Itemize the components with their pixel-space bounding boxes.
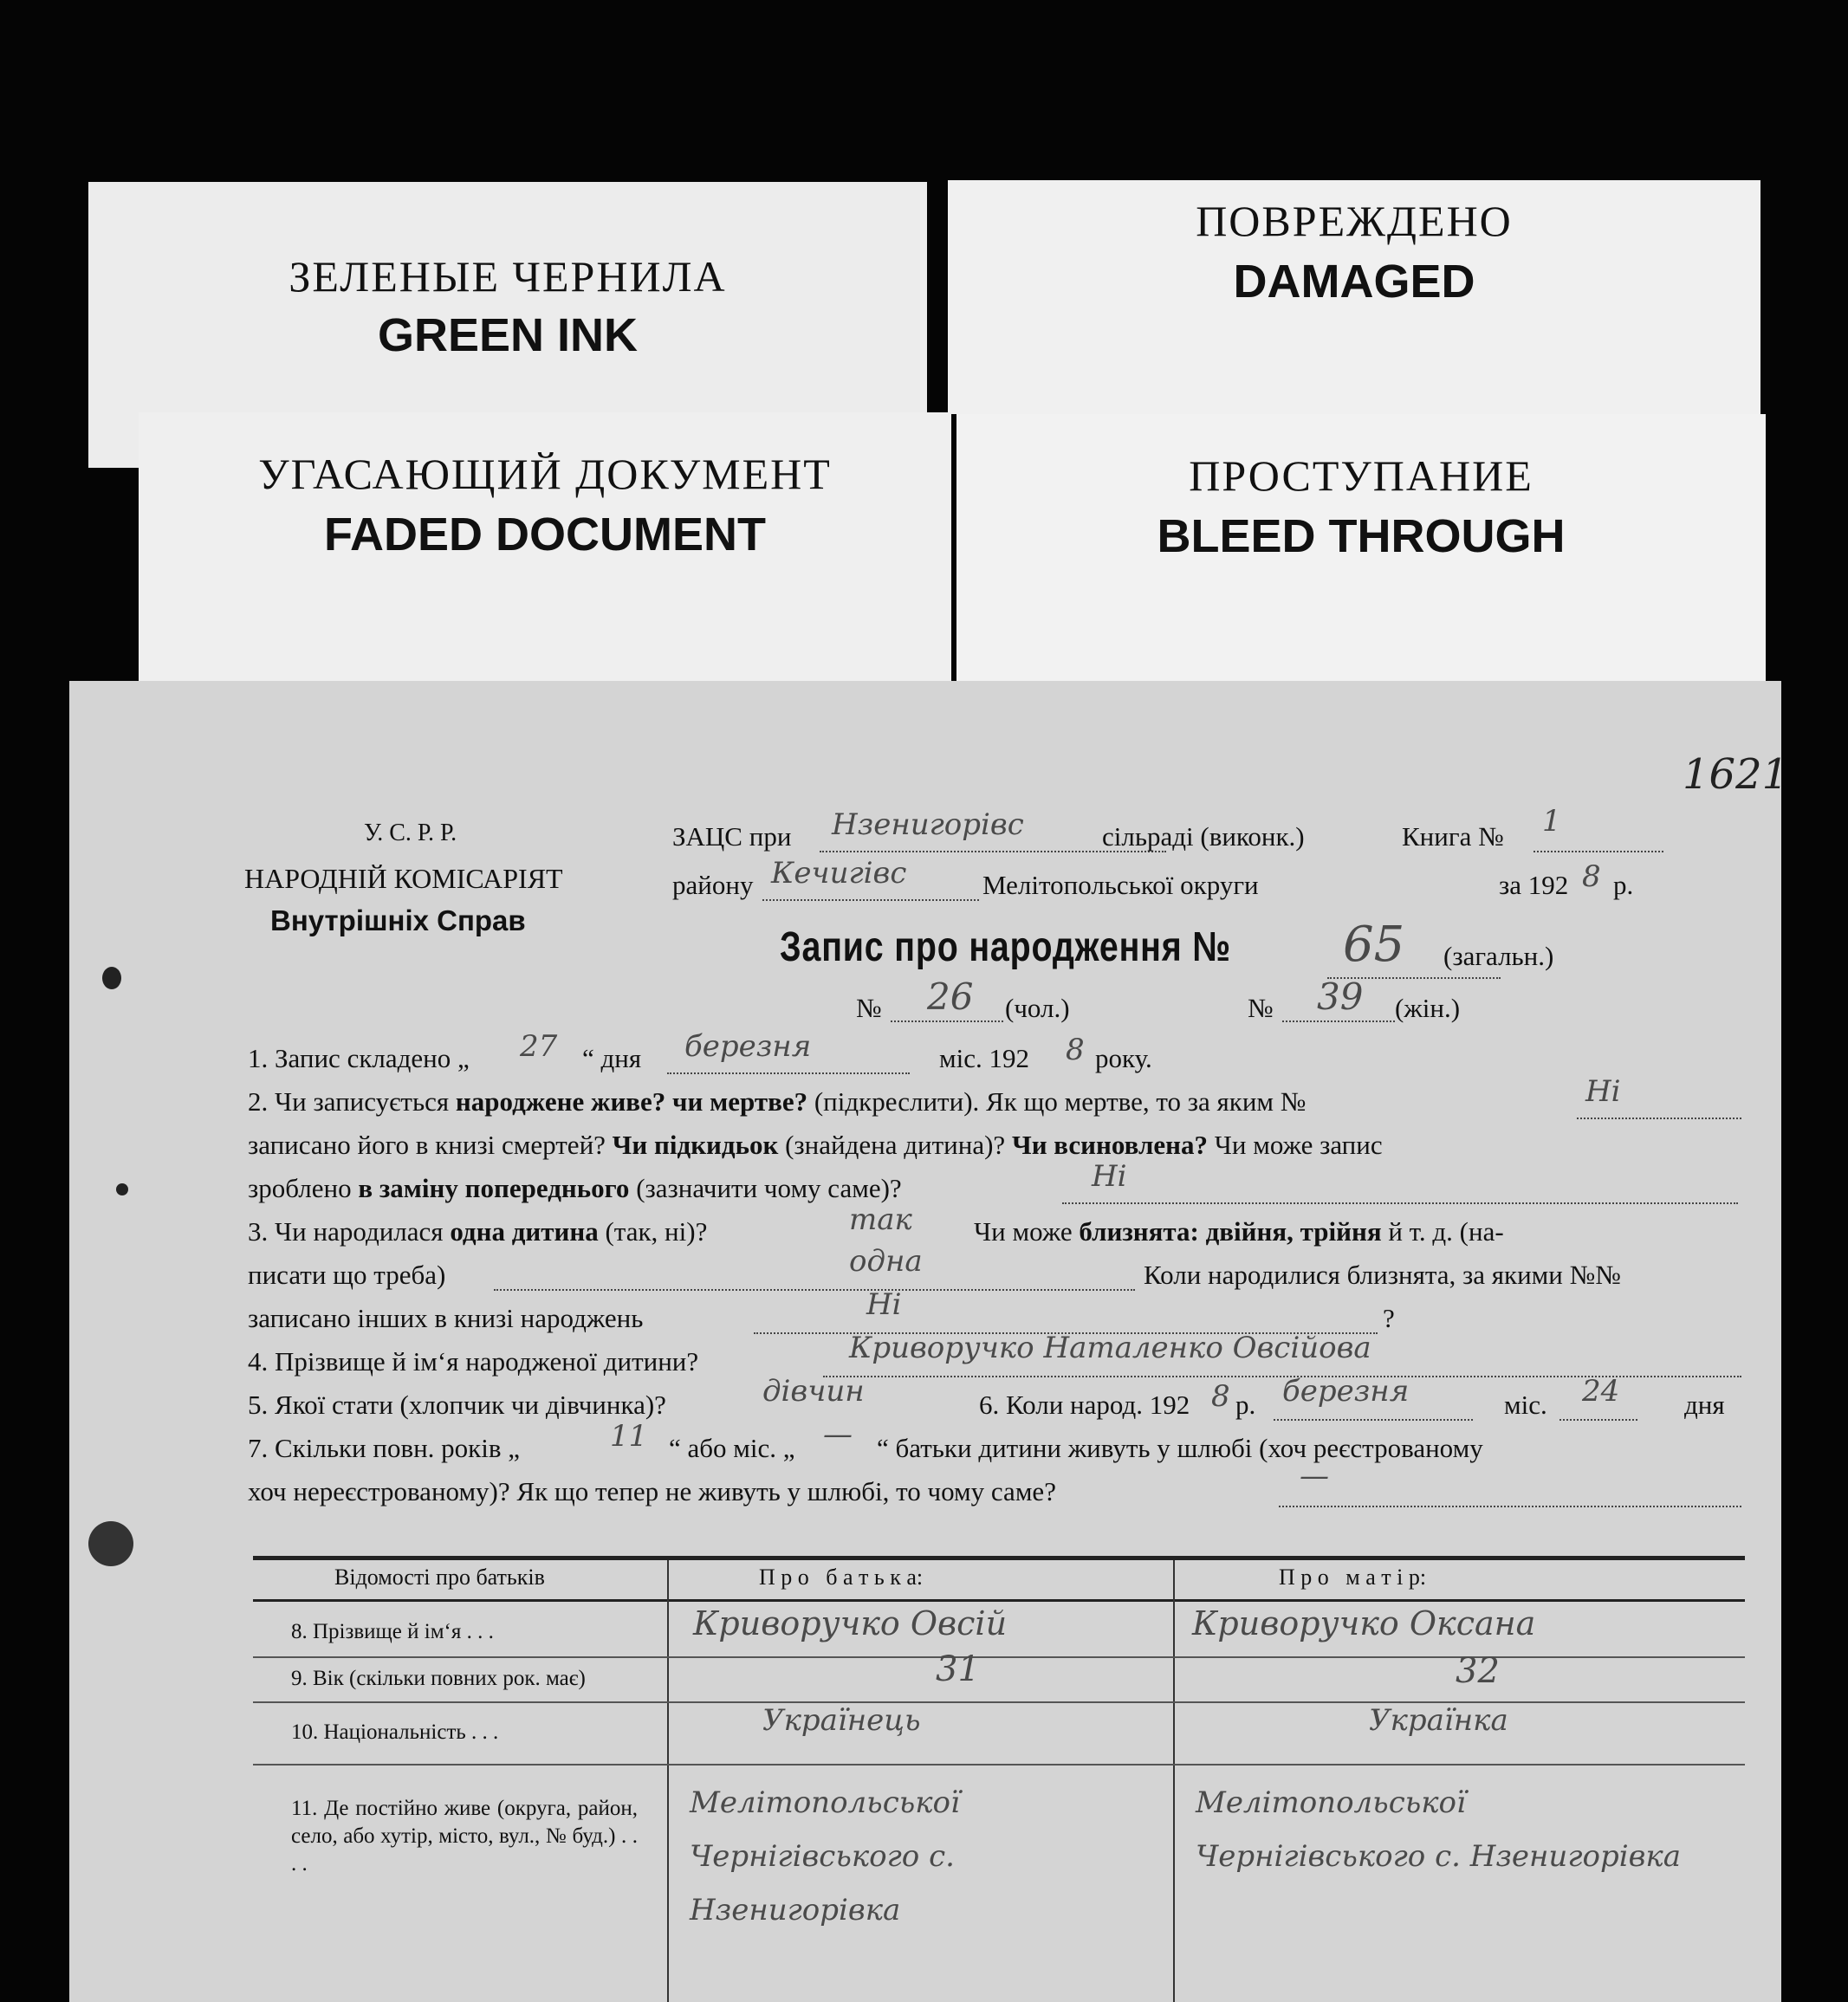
okrug-label: Мелітопольської округи [982, 870, 1259, 900]
q7-l1b: “ або міс. „ [669, 1433, 795, 1463]
q2-l1b: народжене живе? чи мертве? [455, 1086, 808, 1117]
q2-l2b: Чи підкидьок [612, 1130, 779, 1160]
record-title: Запис про народження № [780, 924, 1231, 970]
chol-no-label: № [856, 993, 882, 1023]
q6-month: березня [1282, 1374, 1410, 1409]
zhin-dots [1282, 1020, 1395, 1022]
card-en-text: GREEN INK [377, 309, 639, 361]
row-label-nationality: 10. Національність . . . [291, 1720, 499, 1744]
q3-l1b: одна дитина [450, 1216, 599, 1247]
q2-l1c: (підкреслити). Як що мертве, то за яким № [807, 1086, 1307, 1117]
q3-l1c: (так, ні)? [598, 1216, 708, 1247]
zhin-label: (жін.) [1395, 993, 1461, 1023]
q4-child-name: Криворучко Наталенко Овсійова [849, 1331, 1371, 1365]
za-label: за 192 [1499, 870, 1569, 900]
row-label-age: 9. Вік (скільки повних рок. має) [291, 1667, 586, 1690]
q2-line3 [248, 1173, 902, 1204]
header-commissariat: НАРОДНІЙ КОМІСАРІЯТ [244, 863, 563, 894]
mother-residence: Мелітопольської Чернігівського с. Нзенигорівка [1196, 1785, 1681, 1874]
zags-value: Нзенигорівс [832, 807, 1024, 842]
father-residence: Мелітопольської Чернігівського с. Нзенигорівка [690, 1785, 960, 1927]
chol-label: (чол.) [1005, 993, 1070, 1023]
q2-line1 [248, 1086, 1306, 1118]
father-nationality: Українець [762, 1703, 921, 1738]
q2-line2 [248, 1130, 1383, 1161]
q2-death-no: Ні [1585, 1074, 1621, 1109]
birth-record-sheet [69, 681, 1789, 2002]
q7-l1a: 7. Скільки повн. років „ [248, 1433, 520, 1463]
q2-l2a: записано його в книзі смертей? [248, 1130, 613, 1160]
q1-text-a: 1. Запис складено „ [248, 1043, 470, 1073]
q2-l3a: зроблено [248, 1173, 359, 1203]
q6-mis: міс. [1504, 1390, 1547, 1420]
q4-label: 4. Прізвище й ім‘я народженої дитини? [248, 1346, 699, 1377]
q3-line1 [248, 1216, 707, 1247]
zhin-value: 39 [1317, 975, 1364, 1018]
table-header-rule [253, 1599, 1745, 1602]
table-top-rule [253, 1556, 1745, 1560]
mother-age: 32 [1456, 1651, 1500, 1691]
q2-l2d: Чи всиновлена? [1011, 1130, 1208, 1160]
q6-day: 24 [1582, 1374, 1620, 1409]
raion-label: району [672, 870, 754, 900]
card-en-text: BLEED THROUGH [1157, 510, 1566, 562]
q7-years: 11 [610, 1419, 648, 1454]
page-number: 1621 [1683, 750, 1789, 799]
q7-dots [1279, 1506, 1741, 1507]
q3-l1d: Чи може [974, 1216, 1080, 1247]
father-surname: Криворучко Овсій [693, 1604, 1008, 1642]
header-internal-affairs: Внутрішніх Справ [270, 904, 526, 936]
chol-dots [891, 1020, 1003, 1022]
damaged-card [948, 180, 1760, 414]
q7-l1c: “ батьки дитини живуть у шлюбі (хоч реєстрованому [877, 1433, 1483, 1463]
mother-surname: Криворучко Оксана [1192, 1604, 1536, 1642]
q3-write-dots [494, 1289, 1135, 1291]
q6-month-dots [1274, 1419, 1473, 1421]
q2-death-dots [1577, 1118, 1741, 1119]
card-ru-text: ПОВРЕЖДЕНО [1196, 197, 1513, 245]
table-header-mother: П р о м а т і р: [1279, 1565, 1427, 1590]
record-number: 65 [1343, 917, 1405, 973]
za-year: 8 [1582, 859, 1601, 894]
q5-sex: дівчин [762, 1374, 865, 1409]
punch-hole [102, 967, 121, 989]
q3-l1e: близнята: двійня, трійня [1079, 1216, 1382, 1247]
chol-value: 26 [927, 975, 974, 1018]
q1-text-b: “ дня [582, 1043, 642, 1073]
q6-r: р. [1235, 1390, 1256, 1420]
kniga-dots [1534, 851, 1663, 852]
q2-l3c: (зазначити чому саме)? [629, 1173, 902, 1203]
q3-write-value: одна [849, 1244, 923, 1279]
q3-l1a: 3. Чи народилася [248, 1216, 451, 1247]
q7-months: — [823, 1417, 853, 1452]
zhin-no-label: № [1248, 993, 1274, 1023]
father-age: 31 [936, 1649, 980, 1689]
q1-day: 27 [520, 1029, 558, 1064]
row-label-residence: 11. Де постійно живе (округа, район, село, або хутір, місто, вул., № буд.) . . . . [291, 1797, 638, 1876]
q2-l3b: в заміну попереднього [358, 1173, 630, 1203]
table-header-info: Відомості про батьків [334, 1565, 545, 1590]
q3-l2b: Коли народилися близнята, за якими №№ [1144, 1260, 1621, 1290]
faded-document-card [139, 412, 951, 707]
q6-year: 8 [1211, 1379, 1230, 1414]
q2-l1a: 2. Чи записується [248, 1086, 456, 1117]
q6-dnia: дня [1684, 1390, 1725, 1420]
raion-dots [762, 899, 979, 901]
table-row-rule [253, 1701, 1745, 1703]
card-ru-text: ПРОСТУПАНИЕ [1189, 451, 1534, 500]
q2-replace-value: Ні [1092, 1159, 1127, 1194]
q3-l3b: ? [1383, 1303, 1395, 1333]
q7-reason: — [1300, 1459, 1329, 1493]
bleed-through-card [956, 414, 1766, 707]
punch-hole [116, 1183, 128, 1195]
card-ru-text: ЗЕЛЕНЫЕ ЧЕРНИЛА [289, 252, 727, 301]
card-en-text: FADED DOCUMENT [324, 509, 766, 560]
raion-value: Кечигівс [771, 856, 907, 891]
table-header-father: П р о б а т ь к а: [759, 1565, 924, 1590]
q2-replace-dots [1062, 1202, 1738, 1204]
kniga-value: 1 [1542, 804, 1561, 839]
q3-twins-value: Ні [866, 1287, 902, 1322]
q7-l2a: хоч нереєстрованому)? Як що тепер не живуть у шлюбі, то чому саме? [248, 1476, 1056, 1506]
q1-month-dots [667, 1072, 910, 1074]
za-r: р. [1613, 870, 1634, 900]
header-ussr: У. С. Р. Р. [364, 820, 457, 846]
kniga-label: Книга № [1402, 821, 1504, 852]
zagaln-label: (загальн.) [1443, 941, 1554, 971]
q2-l2c: (знайдена дитина)? [778, 1130, 1012, 1160]
q3-l1f: й т. д. (на- [1381, 1216, 1504, 1247]
row-label-surname: 8. Прізвище й ім‘я . . . [291, 1620, 494, 1643]
card-en-text: DAMAGED [1233, 256, 1475, 308]
q5-label: 5. Якої стати (хлопчик чи дівчинка)? [248, 1390, 666, 1420]
q1-year: 8 [1066, 1033, 1085, 1067]
q3-one-child: так [849, 1202, 912, 1237]
q6-day-dots [1559, 1419, 1637, 1421]
q1-text-d: року. [1095, 1043, 1152, 1073]
card-ru-text: УГАСАЮЩИЙ ДОКУМЕНТ [258, 450, 832, 498]
q3-l2a: писати що треба) [248, 1260, 446, 1290]
q3-l3a: записано інших в книзі народжень [248, 1303, 644, 1333]
punch-hole [88, 1521, 133, 1566]
q2-l2e: Чи може запис [1207, 1130, 1383, 1160]
q3-line1-tail [974, 1216, 1504, 1247]
q1-text-c: міс. 192 [939, 1043, 1029, 1073]
q6-label: 6. Коли народ. 192 [979, 1390, 1190, 1420]
table-col-divider [1173, 1560, 1175, 2002]
q1-month: березня [684, 1029, 812, 1064]
mother-nationality: Українка [1369, 1703, 1508, 1738]
table-col-divider [667, 1560, 669, 2002]
silradi-label: сільраді (виконк.) [1102, 821, 1305, 852]
zags-label: ЗАЦС при [672, 821, 792, 852]
table-row-rule [253, 1656, 1745, 1658]
table-row-rule [253, 1764, 1745, 1766]
